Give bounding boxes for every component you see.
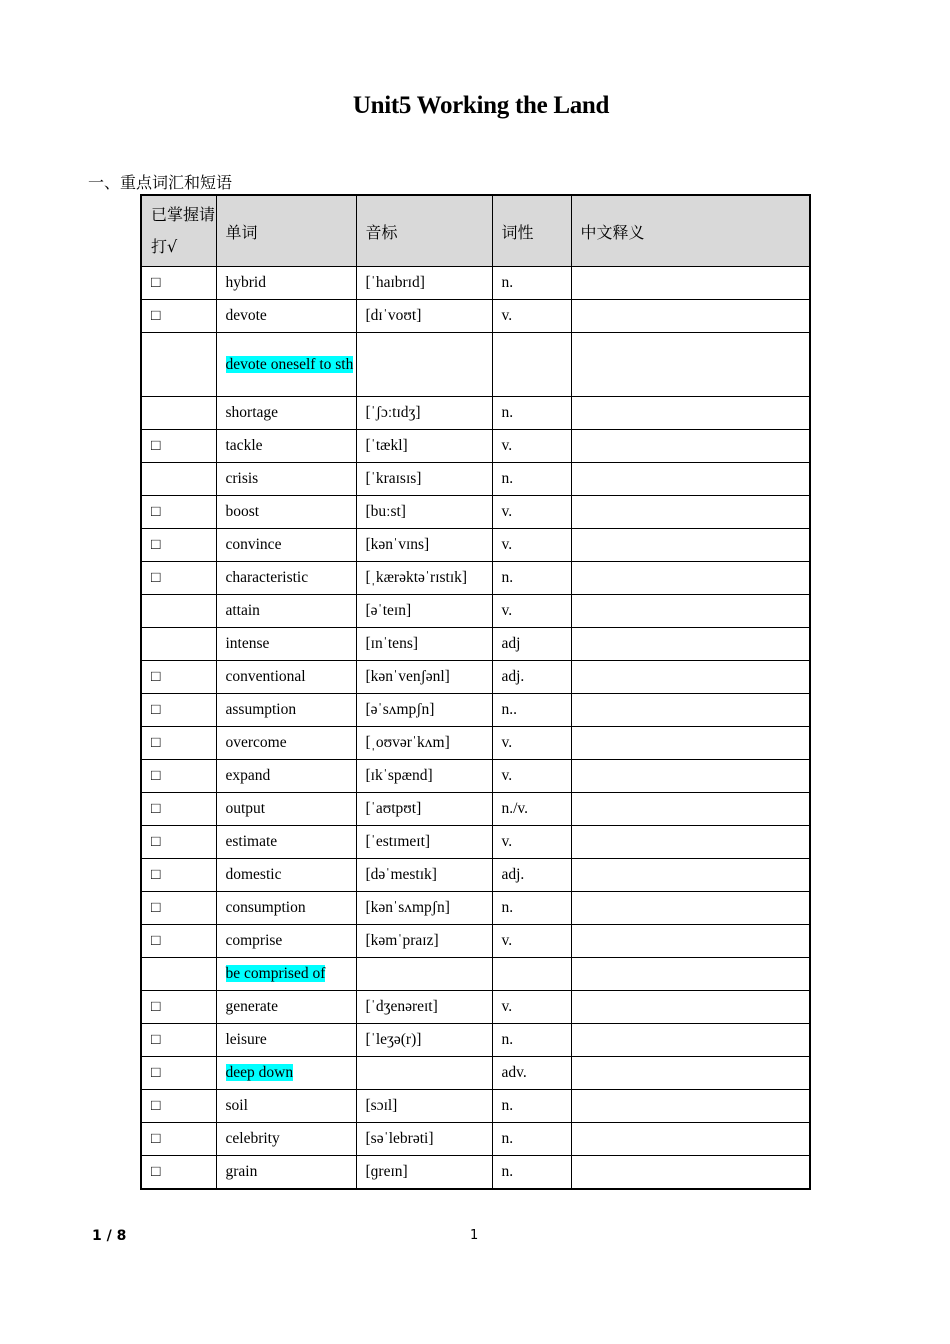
word-text: devote oneself to sth: [225, 355, 354, 373]
mastered-checkbox[interactable]: □: [141, 267, 216, 300]
word-cell: [216, 267, 356, 300]
table-row: [141, 760, 810, 793]
mastered-checkbox[interactable]: □: [141, 1123, 216, 1156]
table-row: [141, 1156, 810, 1189]
page-indicator: 1 / 8: [92, 1228, 127, 1244]
phonetic-cell: [ˈtækl]: [356, 430, 492, 463]
table-row: [141, 925, 810, 958]
word-cell: [216, 397, 356, 430]
section-heading: 一、重点词汇和短语: [88, 173, 233, 192]
part-of-speech-cell: n.: [492, 1024, 571, 1057]
word-cell: [216, 760, 356, 793]
mastered-checkbox[interactable]: □: [141, 1090, 216, 1123]
table-row: [141, 661, 810, 694]
vocabulary-table: [140, 194, 811, 1190]
word-text: soil: [225, 1097, 248, 1114]
table-row: [141, 826, 810, 859]
phonetic-cell: [ˈestɪmeɪt]: [356, 826, 492, 859]
phonetic-cell: [ˌkærəktəˈrɪstɪk]: [356, 562, 492, 595]
part-of-speech-cell: [492, 333, 571, 397]
phonetic-cell: [kənˈvenʃənl]: [356, 661, 492, 694]
table-row: [141, 727, 810, 760]
header-mastered: 已掌握请打√: [141, 195, 216, 267]
part-of-speech-cell: n.: [492, 267, 571, 300]
mastered-checkbox[interactable]: □: [141, 562, 216, 595]
table-row: [141, 1057, 810, 1090]
word-text: grain: [225, 1162, 258, 1180]
part-of-speech-cell: adj.: [492, 859, 571, 892]
mastered-checkbox[interactable]: □: [141, 727, 216, 760]
mastered-checkbox[interactable]: □: [141, 1057, 216, 1090]
word-text: shortage: [225, 404, 279, 421]
meaning-cell[interactable]: [571, 991, 810, 1024]
part-of-speech-cell: n.: [492, 1123, 571, 1156]
meaning-cell[interactable]: [571, 1156, 810, 1189]
word-text: hybrid: [225, 274, 266, 291]
mastered-checkbox[interactable]: □: [141, 694, 216, 727]
word-cell: [216, 628, 356, 661]
table-row: [141, 397, 810, 430]
part-of-speech-cell: v.: [492, 826, 571, 859]
phonetic-cell: [ˈkraɪsɪs]: [356, 463, 492, 496]
word-cell: [216, 1156, 356, 1189]
word-text: estimate: [225, 833, 278, 850]
word-cell: [216, 925, 356, 958]
word-text: comprise: [225, 932, 283, 949]
phonetic-cell: [dəˈmestɪk]: [356, 859, 492, 892]
table-row: [141, 529, 810, 562]
table-row: [141, 595, 810, 628]
table-row: [141, 267, 810, 300]
word-cell: [216, 595, 356, 628]
part-of-speech-cell: n..: [492, 694, 571, 727]
word-text: generate: [225, 998, 278, 1015]
mastered-checkbox[interactable]: □: [141, 1024, 216, 1057]
part-of-speech-cell: n.: [492, 397, 571, 430]
word-text: convince: [225, 536, 282, 553]
part-of-speech-cell: n.: [492, 892, 571, 925]
phonetic-cell: [ɪkˈspænd]: [356, 760, 492, 793]
word-text: attain: [225, 602, 260, 619]
page-number: 1: [470, 1228, 479, 1243]
part-of-speech-cell: adj.: [492, 661, 571, 694]
part-of-speech-cell: v.: [492, 595, 571, 628]
word-text: consumption: [225, 899, 306, 916]
table-row: [141, 991, 810, 1024]
word-text: domestic: [225, 866, 282, 883]
part-of-speech-cell: [492, 958, 571, 991]
meaning-cell[interactable]: [571, 1024, 810, 1057]
table-row: [141, 496, 810, 529]
part-of-speech-cell: v.: [492, 529, 571, 562]
word-text: overcome: [225, 734, 287, 751]
part-of-speech-cell: adv.: [492, 1057, 571, 1090]
meaning-cell[interactable]: [571, 463, 810, 496]
meaning-cell[interactable]: [571, 430, 810, 463]
part-of-speech-cell: n.: [492, 562, 571, 595]
word-cell: [216, 694, 356, 727]
meaning-cell[interactable]: [571, 628, 810, 661]
mastered-checkbox: [141, 333, 216, 397]
table-row: [141, 562, 810, 595]
mastered-checkbox[interactable]: □: [141, 430, 216, 463]
word-cell: [216, 496, 356, 529]
part-of-speech-cell: n.: [492, 1090, 571, 1123]
phonetic-cell: [ˈʃɔːtɪdʒ]: [356, 397, 492, 430]
meaning-cell[interactable]: [571, 1123, 810, 1156]
phonetic-cell: [356, 1057, 492, 1090]
header-chinese-meaning: 中文释义: [571, 195, 810, 267]
word-cell: [216, 1057, 356, 1090]
phonetic-cell: [ɪnˈtens]: [356, 628, 492, 661]
meaning-cell[interactable]: [571, 958, 810, 991]
table-row: [141, 694, 810, 727]
phonetic-cell: [ˈdʒenəreɪt]: [356, 991, 492, 1024]
word-cell: [216, 333, 356, 397]
meaning-cell[interactable]: [571, 1090, 810, 1123]
word-cell: [216, 529, 356, 562]
word-text: leisure: [225, 1031, 267, 1048]
word-text: characteristic: [225, 569, 309, 586]
word-text: tackle: [225, 437, 263, 454]
word-cell: [216, 1123, 356, 1156]
meaning-cell[interactable]: [571, 694, 810, 727]
phonetic-cell: [ɡreɪn]: [356, 1156, 492, 1189]
word-text: expand: [225, 767, 271, 784]
word-cell: [216, 826, 356, 859]
table-row: [141, 892, 810, 925]
part-of-speech-cell: v.: [492, 991, 571, 1024]
phonetic-cell: [356, 958, 492, 991]
table-row: [141, 1024, 810, 1057]
word-cell: [216, 727, 356, 760]
word-cell: [216, 430, 356, 463]
phonetic-cell: [əˈteɪn]: [356, 595, 492, 628]
page-title: Unit5 Working the Land: [352, 92, 610, 119]
table-header-row: [141, 195, 810, 267]
word-cell: [216, 463, 356, 496]
mastered-checkbox: [141, 628, 216, 661]
word-text: intense: [225, 635, 270, 652]
word-text: crisis: [225, 470, 259, 487]
meaning-cell[interactable]: [571, 496, 810, 529]
word-text: boost: [225, 503, 260, 520]
part-of-speech-cell: n./v.: [492, 793, 571, 826]
table-row: [141, 300, 810, 333]
meaning-cell[interactable]: [571, 595, 810, 628]
header-part-of-speech: 词性: [492, 195, 571, 267]
meaning-cell[interactable]: [571, 892, 810, 925]
mastered-checkbox[interactable]: □: [141, 1156, 216, 1189]
mastered-checkbox: [141, 595, 216, 628]
phonetic-cell: [ˈaʊtpʊt]: [356, 793, 492, 826]
word-cell: [216, 892, 356, 925]
header-word: 单词: [216, 195, 356, 267]
meaning-cell[interactable]: [571, 859, 810, 892]
word-cell: [216, 859, 356, 892]
mastered-checkbox[interactable]: □: [141, 892, 216, 925]
word-text: conventional: [225, 668, 306, 685]
phonetic-cell: [əˈsʌmpʃn]: [356, 694, 492, 727]
part-of-speech-cell: adj: [492, 628, 571, 661]
mastered-checkbox: [141, 397, 216, 430]
word-cell: [216, 793, 356, 826]
header-phonetic: 音标: [356, 195, 492, 267]
phonetic-cell: [356, 333, 492, 397]
phonetic-cell: [ˈleʒə(r)]: [356, 1024, 492, 1057]
phonetic-cell: [səˈlebrəti]: [356, 1123, 492, 1156]
meaning-cell[interactable]: [571, 760, 810, 793]
meaning-cell[interactable]: [571, 925, 810, 958]
phonetic-cell: [ˈhaɪbrɪd]: [356, 267, 492, 300]
meaning-cell[interactable]: [571, 267, 810, 300]
word-text: deep down: [225, 1064, 294, 1081]
phonetic-cell: [kənˈvɪns]: [356, 529, 492, 562]
table-row: [141, 333, 810, 397]
word-text: devote: [225, 307, 267, 324]
phonetic-cell: [sɔɪl]: [356, 1090, 492, 1123]
mastered-checkbox[interactable]: □: [141, 529, 216, 562]
mastered-checkbox[interactable]: □: [141, 496, 216, 529]
table-row: [141, 430, 810, 463]
word-cell: [216, 1090, 356, 1123]
mastered-checkbox[interactable]: □: [141, 925, 216, 958]
part-of-speech-cell: n.: [492, 463, 571, 496]
table-row: [141, 463, 810, 496]
word-cell: [216, 661, 356, 694]
meaning-cell[interactable]: [571, 300, 810, 333]
mastered-checkbox[interactable]: □: [141, 760, 216, 793]
part-of-speech-cell: v.: [492, 300, 571, 333]
mastered-checkbox[interactable]: □: [141, 300, 216, 333]
meaning-cell[interactable]: [571, 397, 810, 430]
phonetic-cell: [kənˈsʌmpʃn]: [356, 892, 492, 925]
table-row: [141, 628, 810, 661]
word-text: output: [225, 800, 266, 817]
meaning-cell[interactable]: [571, 826, 810, 859]
mastered-checkbox: [141, 958, 216, 991]
mastered-checkbox[interactable]: □: [141, 859, 216, 892]
mastered-checkbox[interactable]: □: [141, 991, 216, 1024]
word-cell: [216, 562, 356, 595]
mastered-checkbox[interactable]: □: [141, 793, 216, 826]
meaning-cell[interactable]: [571, 562, 810, 595]
meaning-cell[interactable]: [571, 333, 810, 397]
word-text: celebrity: [225, 1130, 280, 1147]
phonetic-cell: [ˌoʊvərˈkʌm]: [356, 727, 492, 760]
part-of-speech-cell: v.: [492, 760, 571, 793]
phonetic-cell: [buːst]: [356, 496, 492, 529]
word-cell: [216, 300, 356, 333]
part-of-speech-cell: v.: [492, 727, 571, 760]
mastered-checkbox[interactable]: □: [141, 661, 216, 694]
phonetic-cell: [dɪˈvoʊt]: [356, 300, 492, 333]
word-cell: [216, 958, 356, 991]
table-row: [141, 859, 810, 892]
meaning-cell[interactable]: [571, 727, 810, 760]
meaning-cell[interactable]: [571, 661, 810, 694]
table-row: [141, 793, 810, 826]
part-of-speech-cell: v.: [492, 925, 571, 958]
meaning-cell[interactable]: [571, 793, 810, 826]
meaning-cell[interactable]: [571, 1057, 810, 1090]
table-row: [141, 1123, 810, 1156]
word-cell: [216, 1024, 356, 1057]
table-row: [141, 1090, 810, 1123]
part-of-speech-cell: v.: [492, 496, 571, 529]
word-text: assumption: [225, 701, 297, 718]
phonetic-cell: [kəmˈpraɪz]: [356, 925, 492, 958]
mastered-checkbox[interactable]: □: [141, 826, 216, 859]
word-text: be comprised of: [225, 965, 326, 982]
word-cell: [216, 991, 356, 1024]
part-of-speech-cell: v.: [492, 430, 571, 463]
table-row: [141, 958, 810, 991]
meaning-cell[interactable]: [571, 529, 810, 562]
part-of-speech-cell: n.: [492, 1156, 571, 1189]
mastered-checkbox: [141, 463, 216, 496]
